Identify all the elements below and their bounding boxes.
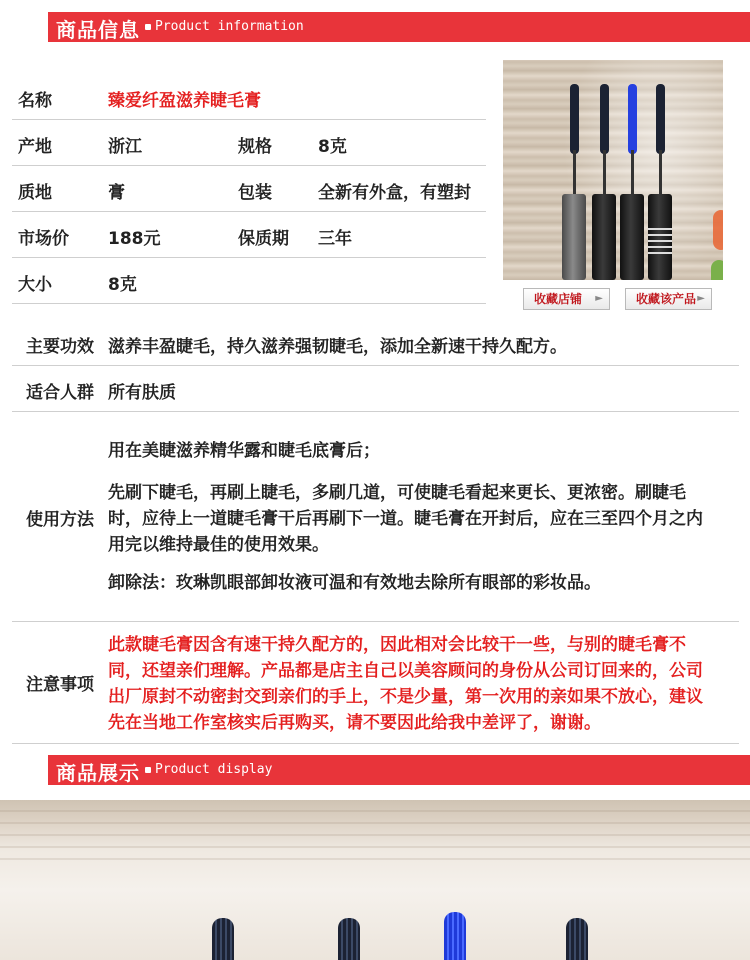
usage-line: 卸除法：玫琳凯眼部卸妆液可温和有效地去除所有眼部的彩妆品。 — [108, 573, 601, 593]
notes-line: 此款睫毛膏因含有速干持久配方的，因此相对会比较干一些，与别的睫毛膏不 — [108, 635, 686, 655]
mascara-brush — [570, 84, 579, 154]
mascara-stick — [573, 150, 576, 200]
mascara-tube — [620, 194, 644, 280]
spec-value: 全新有外盒，有塑封 — [318, 183, 471, 203]
spec-value: 膏 — [108, 183, 125, 203]
spec-value: 浙江 — [108, 137, 142, 157]
notes-line: 先在当地工作室核实后再购买，请不要因此给我中差评了，谢谢。 — [108, 713, 601, 733]
product-display-header — [0, 755, 750, 785]
triangle-right-icon: ► — [697, 293, 705, 304]
triangle-right-icon: ► — [595, 293, 603, 304]
favorite-product-label: 收藏该产品 — [636, 292, 697, 306]
favorite-product-button[interactable] — [625, 288, 712, 310]
spec-row-size — [12, 258, 486, 304]
mascara-stick — [631, 150, 634, 200]
notes-line: 出厂原封不动密封交到亲们的手上，不是少量，第一次用的亲如果不放心，建议 — [108, 687, 703, 707]
spec-label: 大小 — [18, 275, 52, 295]
favorite-store-label: 收藏店铺 — [534, 292, 583, 306]
product-name: 臻爱纤盈滋养睫毛膏 — [108, 91, 261, 111]
usage-paragraph — [108, 480, 703, 558]
detail-label: 使用方法 — [26, 510, 94, 530]
detail-row-usage — [12, 412, 739, 622]
mascara-tube — [562, 194, 586, 280]
usage-line: 先刷下睫毛，再刷上睫毛，多刷几道，可使睫毛看起来更长、更浓密。刷睫毛 — [108, 483, 686, 503]
mascara-brush-blue — [444, 912, 466, 960]
mascara-tube — [592, 194, 616, 280]
spec-label: 市场价 — [18, 229, 69, 249]
spec-label: 规格 — [238, 137, 272, 157]
mascara-brush — [566, 918, 588, 960]
usage-line: 用在美睫滋养精华露和睫毛底膏后； — [108, 441, 380, 461]
mascara-stick — [603, 150, 606, 200]
flower-decoration — [713, 210, 723, 250]
spec-label: 产地 — [18, 137, 52, 157]
leaf-decoration — [711, 260, 723, 280]
section-subtitle: Product information — [155, 19, 304, 34]
mascara-brush — [600, 84, 609, 154]
section-title: 商品信息 — [56, 18, 140, 42]
detail-row-suitable — [12, 366, 739, 412]
header-tab-accent — [0, 12, 48, 42]
usage-paragraph — [108, 570, 601, 596]
spec-label: 包装 — [238, 183, 272, 203]
mascara-tube — [648, 194, 672, 280]
section-subtitle: Product display — [155, 762, 273, 777]
notes-line: 同，还望亲们理解。产品都是店主自己以美容顾问的身份从公司订回来的，公司 — [108, 661, 703, 681]
spec-row-price — [12, 212, 486, 258]
detail-label: 适合人群 — [26, 383, 94, 403]
detail-label: 注意事项 — [26, 675, 94, 695]
detail-text: 滋养丰盈睫毛，持久滋养强韧睫毛，添加全新速干持久配方。 — [108, 337, 567, 357]
spec-label: 名称 — [18, 91, 52, 111]
spec-label: 质地 — [18, 183, 52, 203]
usage-paragraph — [108, 438, 380, 464]
favorite-store-button[interactable] — [523, 288, 610, 310]
detail-row-function — [12, 320, 739, 366]
product-info-header — [0, 12, 750, 42]
wood-background — [0, 800, 750, 860]
mascara-brush — [656, 84, 665, 154]
spec-value: 188元 — [108, 229, 161, 249]
spec-value: 三年 — [318, 229, 352, 249]
separator-dot — [145, 767, 151, 773]
notes-paragraph — [108, 632, 703, 736]
spec-value: 8克 — [108, 275, 137, 295]
detail-row-notes — [12, 622, 739, 744]
tube-stripes — [648, 228, 672, 258]
spec-row-texture — [12, 166, 486, 212]
detail-label: 主要功效 — [26, 337, 94, 357]
mascara-brush — [212, 918, 234, 960]
detail-text: 所有肤质 — [108, 383, 176, 403]
spec-row-name — [12, 74, 486, 120]
section-title: 商品展示 — [56, 761, 140, 785]
product-thumbnail-image[interactable] — [503, 60, 723, 280]
header-tab-accent — [0, 755, 48, 785]
product-display-image — [0, 800, 750, 960]
spec-label: 保质期 — [238, 229, 289, 249]
spec-value: 8克 — [318, 137, 347, 157]
usage-line: 用完以维持最佳的使用效果。 — [108, 535, 329, 555]
mascara-brush-blue — [628, 84, 637, 154]
mascara-brush — [338, 918, 360, 960]
usage-line: 时，应待上一道睫毛膏干后再刷下一道。睫毛膏在开封后，应在三至四个月之内 — [108, 509, 703, 529]
mascara-stick — [659, 150, 662, 200]
spec-row-origin — [12, 120, 486, 166]
separator-dot — [145, 24, 151, 30]
